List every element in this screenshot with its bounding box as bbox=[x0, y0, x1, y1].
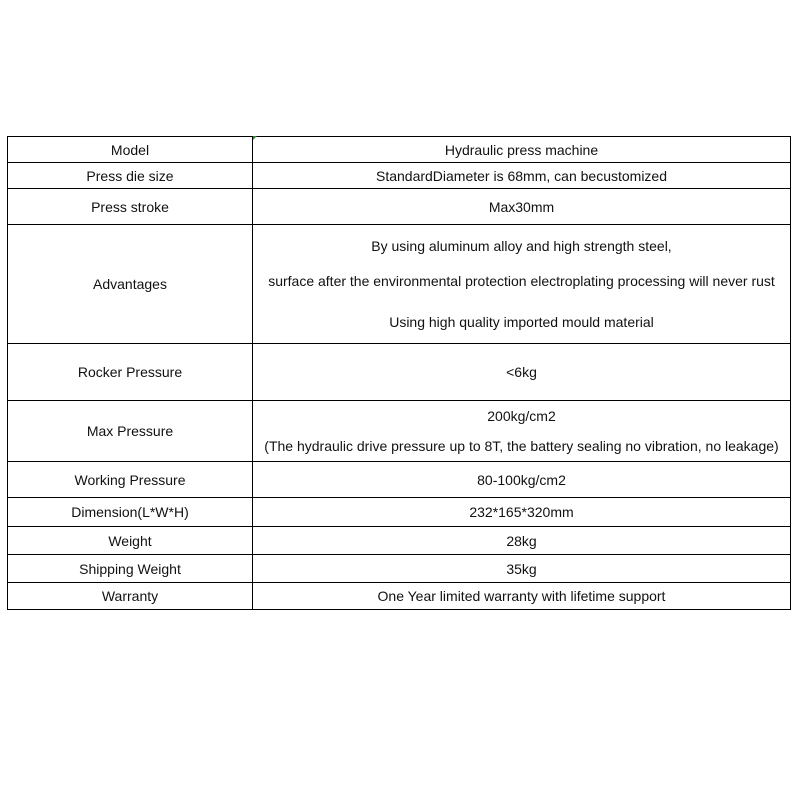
row-value-text: surface after the environmental protection electroplating processing will never rust bbox=[268, 273, 775, 289]
table-row bbox=[8, 462, 791, 498]
row-value bbox=[253, 163, 791, 189]
table-row bbox=[8, 163, 791, 189]
row-label: Dimension(L*W*H) bbox=[8, 498, 253, 527]
row-value bbox=[253, 344, 791, 401]
row-label: Advantages bbox=[8, 225, 253, 344]
row-value-text: One Year limited warranty with lifetime support bbox=[377, 588, 666, 604]
table-row bbox=[8, 527, 791, 555]
row-value-text: Using high quality imported mould material bbox=[389, 314, 654, 330]
row-value bbox=[253, 555, 791, 583]
row-value-text: 80-100kg/cm2 bbox=[477, 471, 566, 488]
row-label: Warranty bbox=[8, 583, 253, 610]
row-value-text: By using aluminum alloy and high strength steel, bbox=[371, 238, 672, 254]
row-value-text: Max30mm bbox=[488, 198, 555, 215]
row-label: Press stroke bbox=[8, 189, 253, 225]
row-label: Working Pressure bbox=[8, 462, 253, 498]
row-value-text: StandardDiameter is 68mm, can becustomized bbox=[375, 167, 668, 184]
row-value-text: <6kg bbox=[506, 364, 537, 380]
row-label: Weight bbox=[8, 527, 253, 555]
row-label: Rocker Pressure bbox=[8, 344, 253, 401]
table-row bbox=[8, 344, 791, 401]
table-row bbox=[8, 137, 791, 163]
row-value-text: 28kg bbox=[506, 532, 537, 549]
table-row bbox=[8, 189, 791, 225]
table-row bbox=[8, 225, 791, 344]
cell-corner-mark bbox=[253, 136, 257, 140]
row-value-text: 232*165*320mm bbox=[469, 504, 574, 520]
row-value-text: 200kg/cm2 bbox=[487, 408, 556, 424]
row-label: Model bbox=[8, 137, 253, 163]
row-value bbox=[253, 498, 791, 527]
row-value bbox=[253, 527, 791, 555]
row-value-text: (The hydraulic drive pressure up to 8T, the battery sealing no vibration, no leakage) bbox=[264, 438, 779, 454]
row-value bbox=[253, 401, 791, 462]
row-value bbox=[253, 462, 791, 498]
table-row bbox=[8, 498, 791, 527]
row-value-text: Hydraulic press machine bbox=[444, 141, 599, 158]
row-value-text: 35kg bbox=[506, 560, 537, 577]
row-label: Press die size bbox=[8, 163, 253, 189]
row-value bbox=[253, 137, 791, 163]
row-value bbox=[253, 225, 791, 344]
table-row bbox=[8, 555, 791, 583]
row-label: Shipping Weight bbox=[8, 555, 253, 583]
row-label: Max Pressure bbox=[8, 401, 253, 462]
table-row bbox=[8, 583, 791, 610]
table-row bbox=[8, 401, 791, 462]
spec-table bbox=[7, 136, 791, 610]
row-value bbox=[253, 189, 791, 225]
row-value bbox=[253, 583, 791, 610]
